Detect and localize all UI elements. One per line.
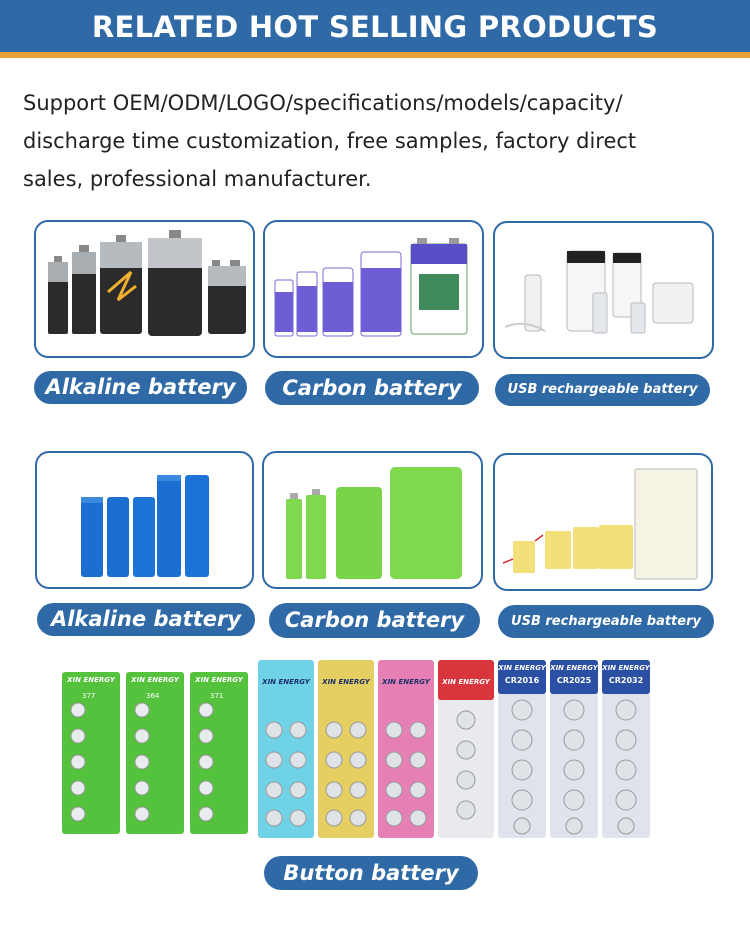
pouch-battery-image xyxy=(495,455,711,589)
button-card-brand-8: XIN ENERGY xyxy=(498,664,546,672)
product-card-carbon-1[interactable] xyxy=(263,220,484,358)
intro-line-1: Support OEM/ODM/LOGO/specifications/models/capacity/ xyxy=(23,91,623,115)
page-title: RELATED HOT SELLING PRODUCTS xyxy=(91,10,659,44)
usb-battery-image xyxy=(495,223,712,357)
product-card-usb-1[interactable] xyxy=(493,221,714,359)
button-card-brand-7: XIN ENERGY xyxy=(442,678,490,686)
product-card-carbon-2[interactable] xyxy=(262,451,483,589)
button-card-brand-3: XIN ENERGY xyxy=(195,676,243,684)
button-battery-cards xyxy=(62,660,652,838)
button-card-model-377: 377 xyxy=(82,692,96,700)
button-card-model-cr2016: CR2016 xyxy=(504,676,540,685)
product-card-alkaline-1[interactable] xyxy=(34,220,255,358)
button-card-brand-1: XIN ENERGY xyxy=(67,676,115,684)
button-card-model-364: 364 xyxy=(146,692,160,700)
category-label-usb-2[interactable]: USB rechargeable battery xyxy=(498,605,714,638)
nimh-battery-image xyxy=(264,453,481,587)
button-card-brand-4: XIN ENERGY xyxy=(262,678,310,686)
category-label-carbon-2[interactable]: Carbon battery xyxy=(269,603,480,638)
category-label-button[interactable]: Button battery xyxy=(264,856,478,890)
product-card-alkaline-2[interactable] xyxy=(35,451,254,589)
intro-text xyxy=(23,84,728,198)
button-card-brand-6: XIN ENERGY xyxy=(382,678,430,686)
button-card-model-371: 371 xyxy=(210,692,224,700)
lithium-cylinder-image xyxy=(37,453,252,587)
category-label-usb-1[interactable]: USB rechargeable battery xyxy=(495,374,710,406)
category-label-carbon-1[interactable]: Carbon battery xyxy=(265,371,479,405)
button-battery-image xyxy=(62,660,652,838)
button-card-brand-5: XIN ENERGY xyxy=(322,678,370,686)
button-card-model-cr2032: CR2032 xyxy=(608,676,644,685)
product-card-usb-2[interactable] xyxy=(493,453,713,591)
button-card-brand-10: XIN ENERGY xyxy=(602,664,650,672)
carbon-battery-image xyxy=(265,222,482,356)
button-card-model-cr2025: CR2025 xyxy=(556,676,592,685)
intro-line-2: discharge time customization, free samples, factory direct xyxy=(23,129,637,153)
button-card-brand-2: XIN ENERGY xyxy=(131,676,179,684)
intro-line-3: sales, professional manufacturer. xyxy=(23,167,372,191)
button-card-brand-9: XIN ENERGY xyxy=(550,664,598,672)
banner-accent-stripe xyxy=(0,52,750,58)
alkaline-battery-image xyxy=(36,222,253,356)
category-label-alkaline-1[interactable]: Alkaline battery xyxy=(34,371,247,404)
category-label-alkaline-2[interactable]: Alkaline battery xyxy=(37,603,255,636)
